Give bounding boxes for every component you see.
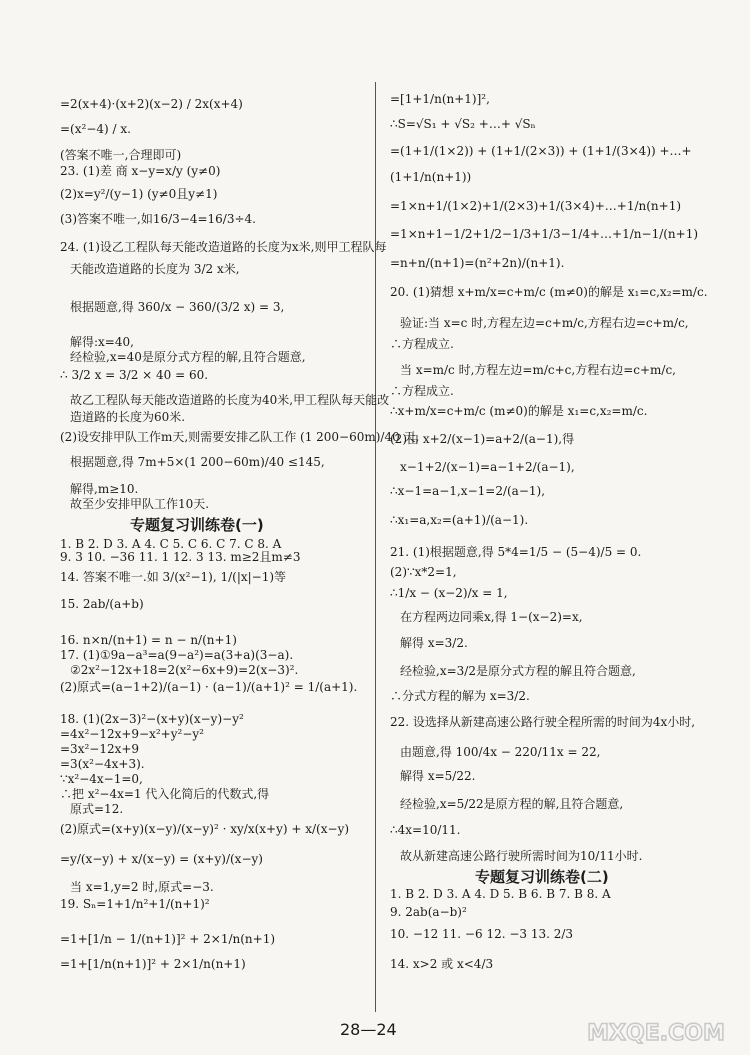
right-line: ∴4x=10/11. bbox=[390, 823, 461, 837]
left-line: 9. 3 10. −36 11. 1 12. 3 13. m≥2且m≠3 bbox=[60, 550, 301, 564]
right-line: =n+n/(n+1)=(n²+2n)/(n+1). bbox=[390, 256, 565, 270]
right-line: 在方程两边同乘x,得 1−(x−2)=x, bbox=[400, 610, 583, 624]
left-line: ②2x²−12x+18=2(x²−6x+9)=2(x−3)². bbox=[70, 663, 299, 677]
left-line: 当 x=1,y=2 时,原式=−3. bbox=[70, 880, 214, 894]
right-line: ∴1/x − (x−2)/x = 1, bbox=[390, 586, 508, 600]
right-line: 验证:当 x=c 时,方程左边=c+m/c,方程右边=c+m/c, bbox=[400, 316, 689, 330]
section-heading-1: 专题复习训练卷(一) bbox=[130, 516, 264, 534]
column-divider bbox=[375, 82, 376, 1012]
right-line: (1+1/n(n+1)) bbox=[390, 170, 472, 184]
right-line: ∴方程成立. bbox=[390, 384, 454, 398]
left-line: 故至少安排甲队工作10天. bbox=[70, 497, 210, 511]
left-line: =3x²−12x+9 bbox=[60, 742, 140, 756]
right-line: ∴分式方程的解为 x=3/2. bbox=[390, 689, 530, 703]
right-line: 14. x>2 或 x<4/3 bbox=[390, 957, 494, 971]
right-line: 经检验,x=5/22是原方程的解,且符合题意, bbox=[400, 797, 624, 811]
right-line: 1. B 2. D 3. A 4. D 5. B 6. B 7. B 8. A bbox=[390, 887, 611, 901]
left-line: =1+[1/n − 1/(n+1)]² + 2×1/n(n+1) bbox=[60, 932, 276, 946]
left-line: =2(x+4)·(x+2)(x−2) / 2x(x+4) bbox=[60, 97, 243, 111]
right-line: ∴S=√S₁ + √S₂ +…+ √Sₙ bbox=[390, 117, 536, 131]
left-line: 18. (1)(2x−3)²−(x+y)(x−y)−y² bbox=[60, 712, 244, 726]
right-line: 当 x=m/c 时,方程左边=m/c+c,方程右边=c+m/c, bbox=[400, 363, 676, 377]
left-line: 24. (1)设乙工程队每天能改造道路的长度为x米,则甲工程队每 bbox=[60, 240, 387, 254]
right-line: 9. 2ab(a−b)² bbox=[390, 905, 467, 919]
left-line: 故乙工程队每天能改造道路的长度为40米,甲工程队每天能改 bbox=[70, 393, 390, 407]
left-line: ∴把 x²−4x=1 代入化简后的代数式,得 bbox=[60, 787, 270, 801]
right-line: ∴x+m/x=c+m/c (m≠0)的解是 x₁=c,x₂=m/c. bbox=[390, 404, 648, 418]
right-line: 20. (1)猜想 x+m/x=c+m/c (m≠0)的解是 x₁=c,x₂=m/c. bbox=[390, 285, 708, 299]
right-line: 经检验,x=3/2是原分式方程的解且符合题意, bbox=[400, 664, 636, 678]
left-line: ∵x²−4x−1=0, bbox=[60, 772, 143, 786]
left-line: =3(x²−4x+3). bbox=[60, 757, 145, 771]
right-line: ∴方程成立. bbox=[390, 337, 454, 351]
left-line: =4x²−12x+9−x²+y²−y² bbox=[60, 727, 204, 741]
left-line: (2)原式=(a−1+2)/(a−1) · (a−1)/(a+1)² = 1/(a+1). bbox=[60, 680, 358, 694]
left-line: 17. (1)①9a−a³=a(9−a²)=a(3+a)(3−a). bbox=[60, 648, 294, 662]
right-line: ∴x−1=a−1,x−1=2/(a−1), bbox=[390, 484, 546, 498]
left-line: (2)设安排甲队工作m天,则需要安排乙队工作 (1 200−60m)/40 天, bbox=[60, 430, 420, 444]
left-line: (3)答案不唯一,如16/3−4=16/3÷4. bbox=[60, 212, 256, 226]
page-number: 28—24 bbox=[340, 1020, 397, 1039]
left-line: 23. (1)差 商 x−y=x/y (y≠0) bbox=[60, 164, 221, 178]
right-line: (2)∵x*2=1, bbox=[390, 565, 457, 579]
right-line: 解得 x=3/2. bbox=[400, 636, 468, 650]
right-line: ∴x₁=a,x₂=(a+1)/(a−1). bbox=[390, 513, 529, 527]
watermark-logo bbox=[586, 1000, 736, 1050]
left-line: (2)原式=(x+y)(x−y)/(x−y)² · xy/x(x+y) + x/(x−y) bbox=[60, 822, 350, 836]
right-line: 故从新建高速公路行驶所需时间为10/11小时. bbox=[400, 849, 643, 863]
right-line: =1×n+1/(1×2)+1/(2×3)+1/(3×4)+…+1/n(n+1) bbox=[390, 199, 682, 213]
left-line: ∴ 3/2 x = 3/2 × 40 = 60. bbox=[60, 368, 209, 382]
right-line: x−1+2/(x−1)=a−1+2/(a−1), bbox=[400, 460, 575, 474]
left-line: 根据题意,得 360/x − 360/(3/2 x) = 3, bbox=[70, 300, 285, 314]
left-line: 天能改造道路的长度为 3/2 x米, bbox=[70, 262, 240, 276]
svg-text:MXQE.COM: MXQE.COM bbox=[587, 1021, 725, 1046]
left-line: 解得,m≥10. bbox=[70, 482, 139, 496]
left-line: 原式=12. bbox=[70, 802, 124, 816]
left-line: 解得:x=40, bbox=[70, 335, 134, 349]
left-line: 16. n×n/(n+1) = n − n/(n+1) bbox=[60, 633, 237, 647]
left-line: 14. 答案不唯一.如 3/(x²−1), 1/(|x|−1)等 bbox=[60, 570, 287, 584]
right-line: =(1+1/(1×2)) + (1+1/(2×3)) + (1+1/(3×4)) +…+ bbox=[390, 144, 692, 158]
right-line: =1×n+1−1/2+1/2−1/3+1/3−1/4+…+1/n−1/(n+1) bbox=[390, 227, 699, 241]
left-line: 19. Sₙ=1+1/n²+1/(n+1)² bbox=[60, 897, 210, 911]
left-line: 经检验,x=40是原分式方程的解,且符合题意, bbox=[70, 350, 306, 364]
right-line: =[1+1/n(n+1)]², bbox=[390, 92, 490, 106]
left-line: 根据题意,得 7m+5×(1 200−60m)/40 ≤145, bbox=[70, 455, 325, 469]
left-line: =y/(x−y) + x/(x−y) = (x+y)/(x−y) bbox=[60, 852, 263, 866]
left-line: 造道路的长度为60米. bbox=[70, 410, 186, 424]
left-line: 15. 2ab/(a+b) bbox=[60, 597, 144, 611]
left-line: =1+[1/n(n+1)]² + 2×1/n(n+1) bbox=[60, 957, 246, 971]
left-line: =(x²−4) / x. bbox=[60, 122, 131, 136]
right-line: 解得 x=5/22. bbox=[400, 769, 476, 783]
right-line: 由题意,得 100/4x − 220/11x = 22, bbox=[400, 745, 601, 759]
right-line: (2)由 x+2/(x−1)=a+2/(a−1),得 bbox=[390, 432, 575, 446]
right-line: 10. −12 11. −6 12. −3 13. 2/3 bbox=[390, 927, 574, 941]
section-heading-2: 专题复习训练卷(二) bbox=[475, 868, 609, 886]
left-line: (答案不唯一,合理即可) bbox=[60, 148, 182, 162]
right-line: 22. 设选择从新建高速公路行驶全程所需的时间为4x小时, bbox=[390, 715, 696, 729]
left-line: (2)x=y²/(y−1) (y≠0且y≠1) bbox=[60, 187, 218, 201]
right-line: 21. (1)根据题意,得 5*4=1/5 − (5−4)/5 = 0. bbox=[390, 545, 642, 559]
left-line: 1. B 2. D 3. A 4. C 5. C 6. C 7. C 8. A bbox=[60, 537, 282, 551]
